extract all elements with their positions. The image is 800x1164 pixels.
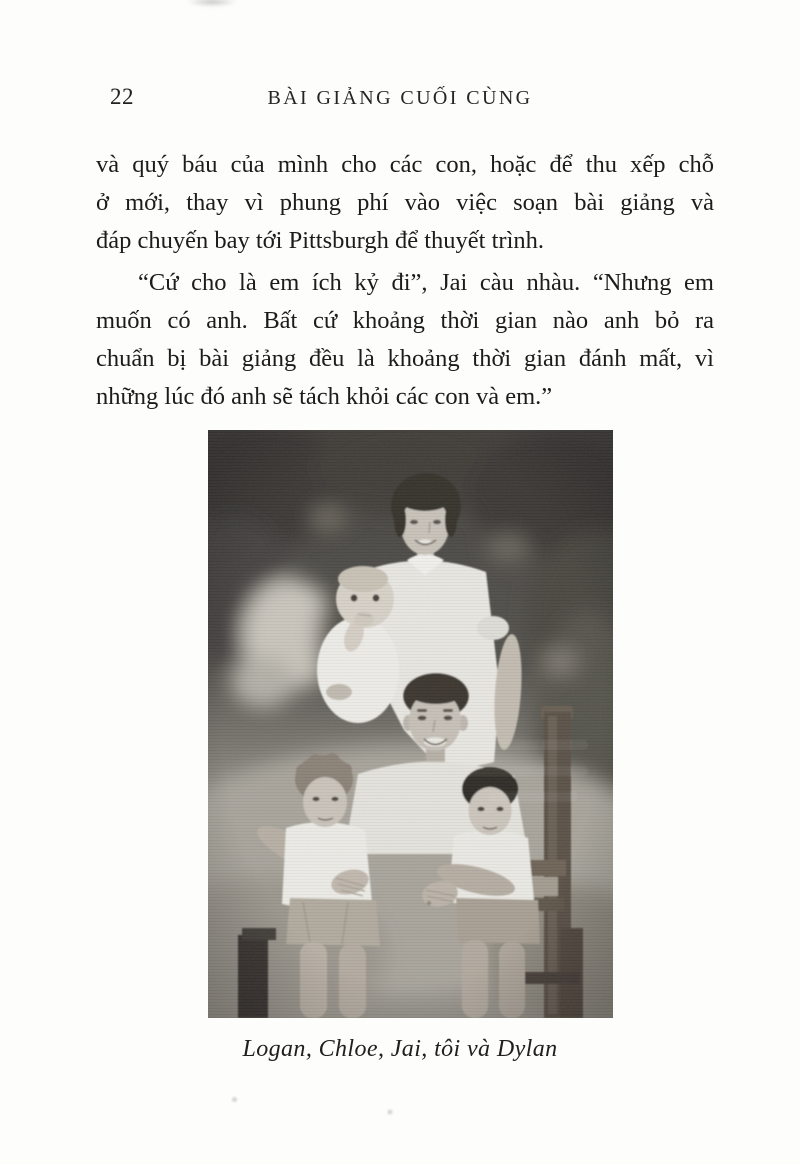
text-line: muốn có anh. Bất cứ khoảng thời gian nào anh bỏ ra (96, 307, 714, 334)
page-number: 22 (110, 84, 134, 109)
paragraph-1 (96, 146, 714, 260)
text-line: những lúc đó anh sẽ tách khỏi các con và em.” (96, 383, 553, 410)
scan-speck (386, 1108, 394, 1116)
family-photo-illustration (208, 430, 613, 1018)
text-line: ở mới, thay vì phung phí vào việc soạn bài giảng và (96, 189, 714, 216)
paragraph-2 (96, 264, 714, 416)
photo-caption: Logan, Chloe, Jai, tôi và Dylan (242, 1036, 558, 1062)
text-line: “Cứ cho là em ích kỷ đi”, Jai càu nhàu. “Nhưng em (138, 269, 714, 296)
scan-artifact-top (186, 0, 238, 7)
text-line: và quý báu của mình cho các con, hoặc để thu xếp chỗ (96, 151, 714, 178)
text-line: đáp chuyến bay tới Pittsburgh để thuyết trình. (96, 227, 544, 254)
family-photo (208, 430, 613, 1018)
scan-speck (230, 1096, 239, 1103)
text-line: chuẩn bị bài giảng đều là khoảng thời gian đánh mất, vì (96, 345, 714, 372)
running-title: BÀI GIẢNG CUỐI CÙNG (267, 87, 533, 109)
photo-grain (208, 430, 613, 1018)
